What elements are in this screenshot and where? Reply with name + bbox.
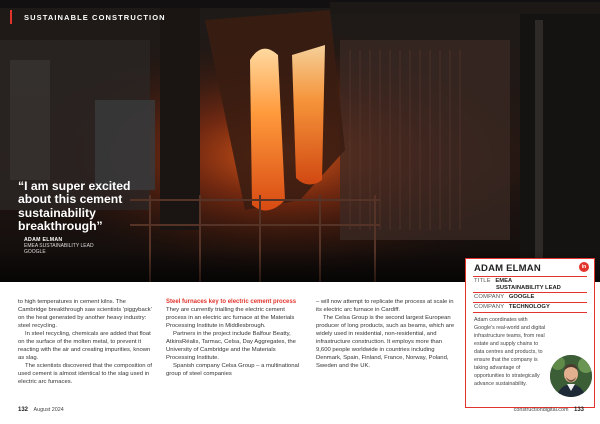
page-number-right: 133 <box>573 407 584 413</box>
paragraph: – will now attempt to replicate the process at scale in its electric arc furnace in Cardiff. <box>316 299 454 314</box>
quote-attribution-name: ADAM ELMAN <box>24 237 63 243</box>
footer-right <box>514 407 584 413</box>
pull-quote: “I am super excited about this cement sustainability breakthrough” <box>18 179 131 234</box>
website-link[interactable]: constructiondigital.com <box>513 407 569 413</box>
avatar <box>550 355 592 397</box>
title-value-1: EMEA <box>495 278 513 284</box>
section-accent-bar <box>10 10 12 24</box>
divider <box>473 302 587 303</box>
divider <box>473 312 587 313</box>
paragraph: to high temperatures in cement kilns. The Cambridge breakthrough saw scientists ‘piggyback’ on the heat generated by another heavy industry: steel recycling. <box>18 299 152 330</box>
company-value: GOOGLE <box>508 294 535 300</box>
article-column-1 <box>18 298 154 387</box>
quote-attribution-title: EMEA SUSTAINABILITY LEAD <box>24 243 94 249</box>
article-column-2 <box>166 298 306 378</box>
profile-company-row <box>474 294 534 301</box>
paragraph: In steel recycling, chemicals are added that float on the surface of the molten metal, to prevent it reacting with the air and creating impurities, known as slag. <box>18 331 151 362</box>
divider <box>473 276 587 277</box>
paragraph: They are currently trialling the electric cement process in an electric arc furnace at the Materials Processing Institute in Middlesbrough. <box>166 307 295 330</box>
profile-title-row-2 <box>496 285 561 292</box>
person-portrait-icon <box>550 355 592 397</box>
subheading: Steel furnaces key to electric cement process <box>166 299 297 305</box>
section-label: SUSTAINABLE CONSTRUCTION <box>24 13 166 22</box>
issue-date: August 2024 <box>33 407 64 413</box>
page-number-left: 132 <box>18 407 29 413</box>
profile-name: ADAM ELMAN <box>474 263 541 274</box>
title-key: TITLE <box>474 278 491 284</box>
profile-description: Adam coordinates with Google's real-world and digital infrastructure teams, from real estate and supply chains to data centres and products, to ensure that the company is taking advantage of opportunities to strategically advance sustainability. <box>474 317 546 387</box>
linkedin-icon[interactable]: in <box>579 262 589 272</box>
paragraph: The Celsa Group is the second largest European producer of long products, such as beams, which are widely used in residential, non-residential, and infrastructure construction. It employs more than 9,600 people worldwide in countries including Denmark, Spain, Finland, France, Norway, Poland, Sweden and the UK. <box>316 315 455 370</box>
paragraph: Spanish company Celsa Group – a multinational group of steel companies <box>166 363 300 378</box>
footer-left <box>18 407 64 413</box>
quote-attribution-company: GOOGLE <box>24 249 46 255</box>
company-key: COMPANY <box>474 294 505 300</box>
paragraph: Partners in the project include Balfour Beatty, AtkinsRéalis, Tarmac, Celsa, Day Aggregates, the University of Cambridge and the Materials Processing Institute. <box>166 331 296 362</box>
article-column-3 <box>316 298 458 370</box>
profile-industry-row <box>474 304 550 311</box>
paragraph: The scientists discovered that the composition of used cement is almost identical to the slag used in electric arc furnaces. <box>18 363 153 386</box>
divider <box>473 292 587 293</box>
profile-card <box>465 258 595 408</box>
industry-value: TECHNOLOGY <box>508 304 550 310</box>
title-value-2: SUSTAINABILITY LEAD <box>496 284 561 291</box>
industry-key: COMPANY <box>474 304 505 310</box>
